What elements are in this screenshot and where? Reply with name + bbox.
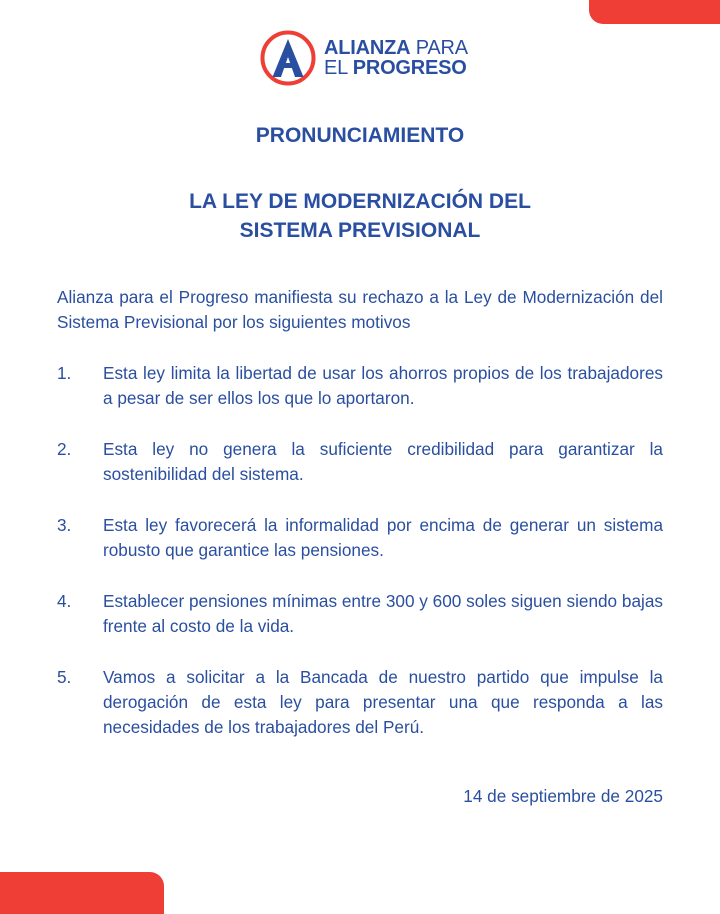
bottom-left-accent-tab: [0, 872, 164, 914]
logo-line-1: ALIANZA PARA: [324, 37, 468, 59]
reason-text: Esta ley favorecerá la informalidad por encima de generar un sistema robusto que garantice las pensiones.: [103, 515, 663, 560]
top-right-accent-tab: [589, 0, 720, 24]
reason-item: [57, 513, 663, 563]
statement-title-line-2: SISTEMA PREVISIONAL: [239, 219, 481, 242]
reason-number: 2.: [57, 439, 72, 459]
statement-title-line-1: LA LEY DE MODERNIZACIÓN DEL: [189, 190, 531, 213]
reason-text: Vamos a solicitar a la Bancada de nuestro partido que impulse la derogación de esta ley para presentar una que responda a las necesidades de los trabajadores del Perú.: [103, 667, 663, 737]
statement-kicker: PRONUNCIAMIENTO: [255, 124, 465, 147]
logo-wordmark: [324, 38, 468, 78]
reason-number: 5.: [57, 667, 72, 687]
reason-text: Esta ley limita la libertad de usar los ahorros propios de los trabajadores a pesar de ser ellos los que lo aportaron.: [103, 363, 663, 408]
reason-text: Establecer pensiones mínimas entre 300 y 600 soles siguen siendo bajas frente al costo de la vida.: [103, 591, 663, 636]
logo-line-2: EL PROGRESO: [324, 57, 467, 79]
reason-item: [57, 665, 663, 740]
intro-paragraph: Alianza para el Progreso manifiesta su rechazo a la Ley de Modernización del Sistema Previsional por los siguientes motivos: [57, 287, 663, 332]
reason-number: 3.: [57, 515, 72, 535]
reason-number: 4.: [57, 591, 72, 611]
statement-date: 14 de septiembre de 2025: [463, 786, 663, 806]
statement-title: [0, 187, 720, 245]
reason-text: Esta ley no genera la suficiente credibilidad para garantizar la sostenibilidad del sistema.: [103, 439, 663, 484]
party-logo: [260, 30, 468, 86]
reasons-list: [57, 361, 663, 766]
reason-item: [57, 361, 663, 411]
reason-number: 1.: [57, 363, 72, 383]
reason-item: [57, 589, 663, 639]
reason-item: [57, 437, 663, 487]
party-a-emblem-icon: [260, 30, 316, 86]
